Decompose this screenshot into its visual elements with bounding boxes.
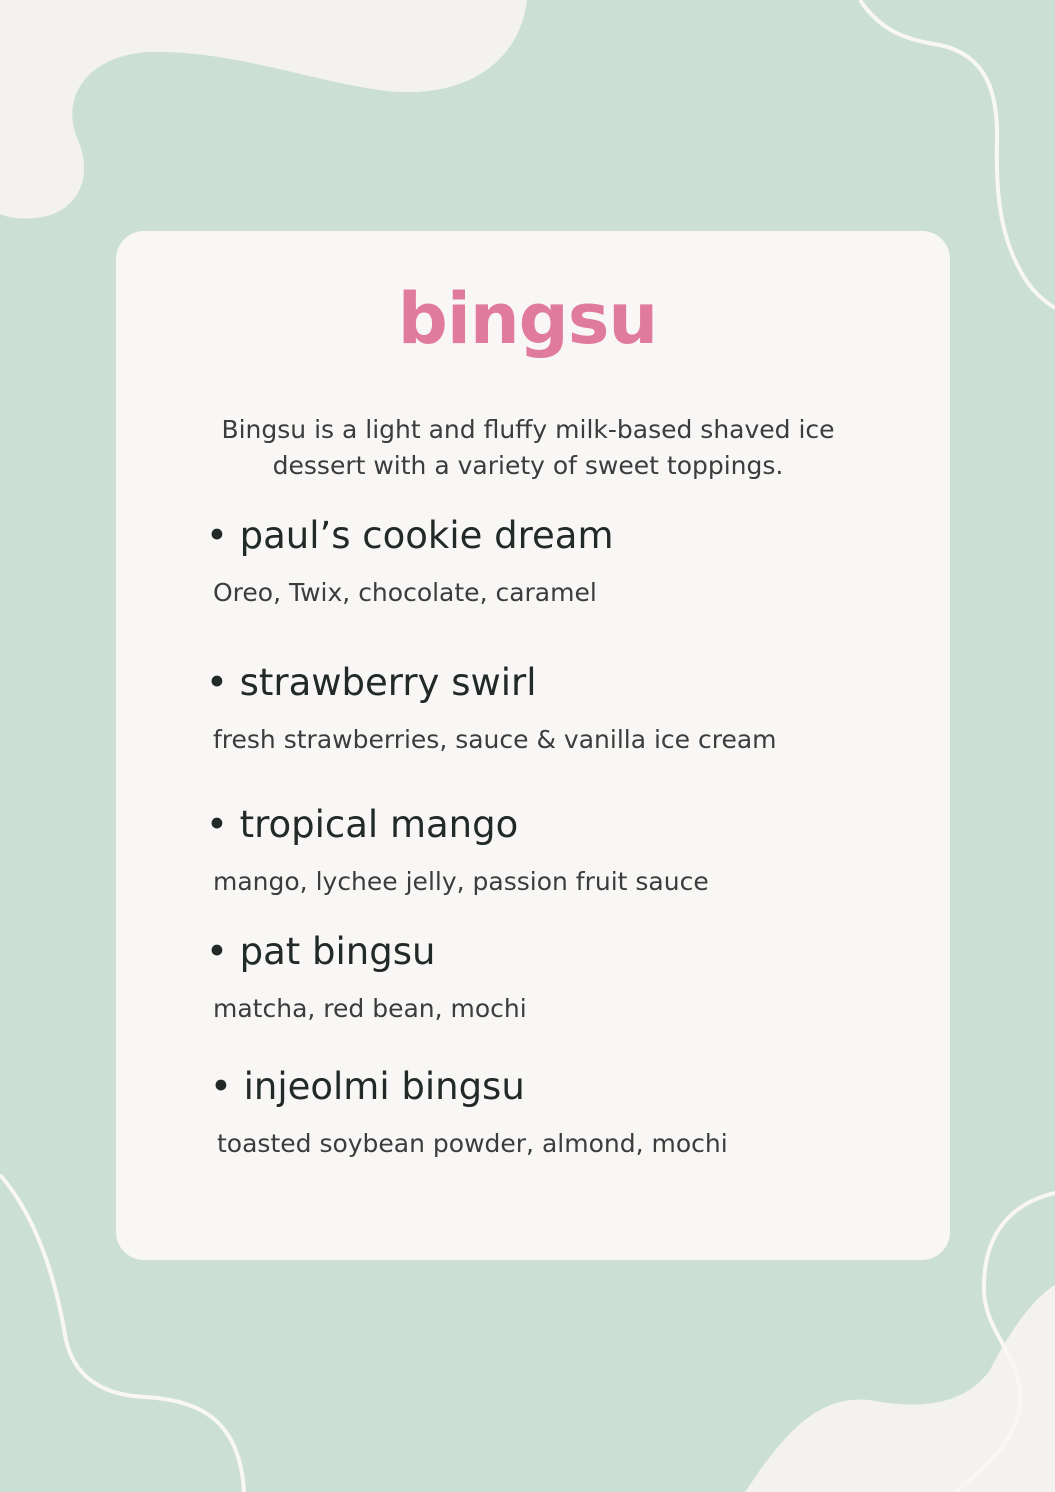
item-name: • strawberry swirl xyxy=(206,661,537,704)
item-name: • pat bingsu xyxy=(206,930,436,973)
intro-text: Bingsu is a light and fluffy milk-based shaved ice dessert with a variety of sweet toppings. xyxy=(221,415,835,480)
menu-title: bingsu xyxy=(397,278,658,360)
item-description: fresh strawberries, sauce & vanilla ice cream xyxy=(213,725,777,754)
item-name: • tropical mango xyxy=(206,803,519,846)
top-left-blob xyxy=(0,0,527,219)
item-description: toasted soybean powder, almond, mochi xyxy=(217,1129,728,1158)
bottom-right-blob xyxy=(745,1285,1055,1492)
item-description: matcha, red bean, mochi xyxy=(213,994,527,1023)
item-name: • paul’s cookie dream xyxy=(206,514,614,557)
item-description: Oreo, Twix, chocolate, caramel xyxy=(213,578,597,607)
item-description: mango, lychee jelly, passion fruit sauce xyxy=(213,867,709,896)
item-name: • injeolmi bingsu xyxy=(210,1065,525,1108)
